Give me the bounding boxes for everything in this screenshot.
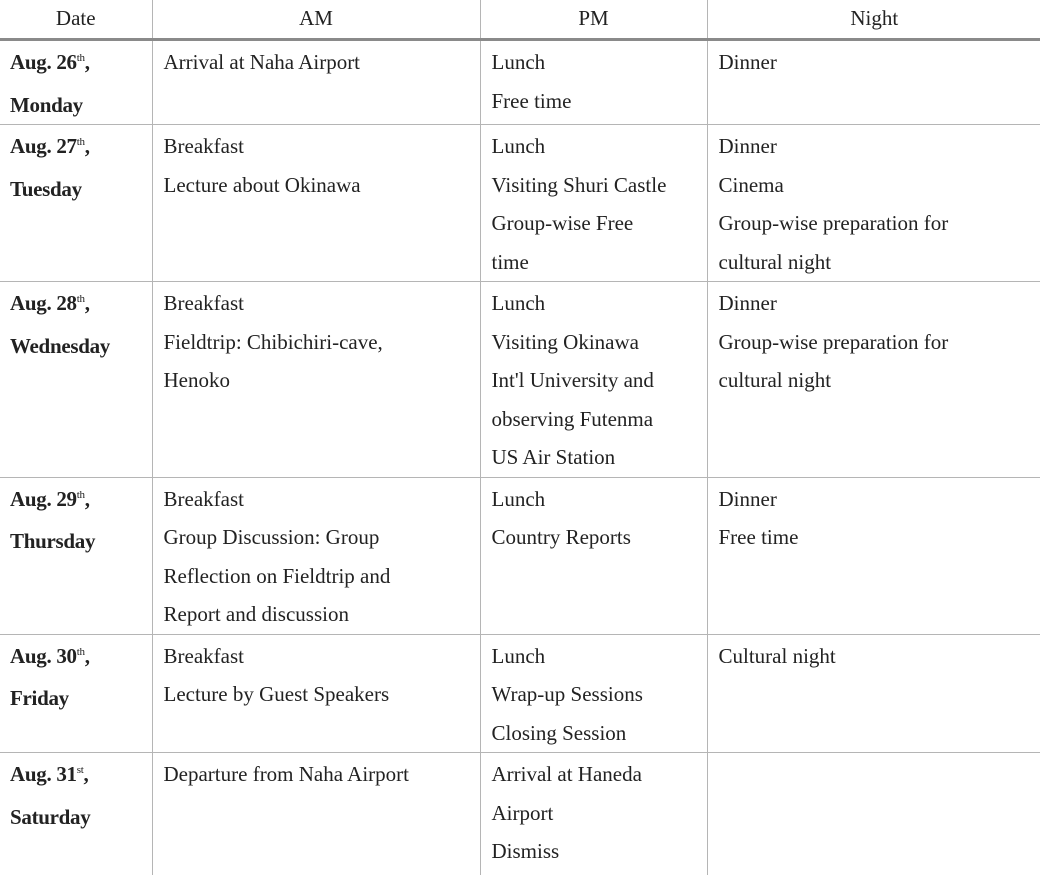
activity-line: Lunch — [492, 43, 707, 82]
activity-line: Lunch — [492, 637, 707, 676]
activity-line: Dinner — [719, 43, 1040, 82]
activity-line: Arrival at Naha Airport — [164, 43, 480, 82]
date-weekday: Friday — [10, 679, 152, 718]
pm-cell — [480, 477, 707, 634]
date-month-day: Aug. 28 — [10, 291, 77, 315]
activity-line: Group-wise preparation for — [719, 204, 1040, 243]
pm-cell — [480, 125, 707, 282]
date-comma: , — [85, 487, 90, 511]
activity-line: Dinner — [719, 480, 1040, 519]
date-cell — [0, 477, 152, 634]
activity-line: Country Reports — [492, 518, 707, 557]
date-ordinal-suffix: st — [77, 764, 84, 776]
header-row — [0, 0, 1040, 40]
header-date: Date — [0, 0, 152, 40]
date-comma: , — [85, 644, 90, 668]
activity-line: Dismiss — [492, 832, 707, 871]
activity-line: Cultural night — [719, 637, 1040, 676]
activity-line: Breakfast — [164, 480, 480, 519]
activity-line: Closing Session — [492, 714, 707, 753]
table-row — [0, 634, 1040, 753]
activity-line: Lecture about Okinawa — [164, 166, 480, 205]
activity-line: Lecture by Guest Speakers — [164, 675, 480, 714]
activity-line: cultural night — [719, 361, 1040, 400]
activity-line: US Air Station — [492, 438, 707, 477]
activity-line: cultural night — [719, 243, 1040, 282]
pm-cell — [480, 753, 707, 875]
date-cell — [0, 753, 152, 875]
date-cell — [0, 125, 152, 282]
activity-line: Fieldtrip: Chibichiri-cave, — [164, 323, 480, 362]
date-ordinal-suffix: th — [77, 489, 85, 501]
header-am: AM — [152, 0, 480, 40]
am-cell — [152, 753, 480, 875]
date-ordinal-suffix: th — [77, 136, 85, 148]
date-label — [10, 637, 152, 680]
header-pm: PM — [480, 0, 707, 40]
activity-line: Dinner — [719, 127, 1040, 166]
date-weekday: Thursday — [10, 522, 152, 561]
activity-line: Group-wise preparation for — [719, 323, 1040, 362]
activity-line: Airport — [492, 794, 707, 833]
date-comma: , — [85, 134, 90, 158]
activity-line: Lunch — [492, 284, 707, 323]
activity-line: Group Discussion: Group — [164, 518, 480, 557]
date-cell — [0, 282, 152, 478]
night-cell — [707, 125, 1040, 282]
night-cell — [707, 282, 1040, 478]
header-night: Night — [707, 0, 1040, 40]
am-cell — [152, 634, 480, 753]
date-label — [10, 480, 152, 523]
date-month-day: Aug. 26 — [10, 50, 77, 74]
activity-line: Free time — [719, 518, 1040, 557]
table-row — [0, 282, 1040, 478]
activity-line: Visiting Shuri Castle — [492, 166, 707, 205]
activity-line: Cinema — [719, 166, 1040, 205]
date-label — [10, 43, 152, 86]
activity-line: observing Futenma — [492, 400, 707, 439]
pm-cell — [480, 634, 707, 753]
activity-line: Reflection on Fieldtrip and — [164, 557, 480, 596]
date-weekday: Saturday — [10, 798, 152, 837]
night-cell — [707, 753, 1040, 875]
date-weekday: Wednesday — [10, 327, 152, 366]
table-row — [0, 477, 1040, 634]
date-month-day: Aug. 29 — [10, 487, 77, 511]
date-month-day: Aug. 30 — [10, 644, 77, 668]
date-label — [10, 127, 152, 170]
date-ordinal-suffix: th — [77, 52, 85, 64]
date-label — [10, 755, 152, 798]
activity-line: Visiting Okinawa — [492, 323, 707, 362]
activity-line: Departure from Naha Airport — [164, 755, 480, 794]
activity-line: time — [492, 243, 707, 282]
date-cell — [0, 40, 152, 125]
date-comma: , — [85, 50, 90, 74]
table-row — [0, 40, 1040, 125]
date-cell — [0, 634, 152, 753]
date-comma: , — [84, 762, 89, 786]
activity-line: Group-wise Free — [492, 204, 707, 243]
date-weekday: Monday — [10, 86, 152, 125]
activity-line: Henoko — [164, 361, 480, 400]
date-label — [10, 284, 152, 327]
activity-line: Breakfast — [164, 127, 480, 166]
night-cell — [707, 40, 1040, 125]
activity-line: Breakfast — [164, 637, 480, 676]
date-weekday: Tuesday — [10, 170, 152, 209]
date-month-day: Aug. 31 — [10, 762, 77, 786]
date-ordinal-suffix: th — [77, 646, 85, 658]
am-cell — [152, 125, 480, 282]
activity-line: Report and discussion — [164, 595, 480, 634]
table-row — [0, 125, 1040, 282]
activity-line: Dinner — [719, 284, 1040, 323]
night-cell — [707, 477, 1040, 634]
am-cell — [152, 477, 480, 634]
table-row — [0, 753, 1040, 875]
pm-cell — [480, 282, 707, 478]
activity-line: Wrap-up Sessions — [492, 675, 707, 714]
night-cell — [707, 634, 1040, 753]
date-ordinal-suffix: th — [77, 293, 85, 305]
activity-line: Breakfast — [164, 284, 480, 323]
date-month-day: Aug. 27 — [10, 134, 77, 158]
activity-line: Arrival at Haneda — [492, 755, 707, 794]
date-comma: , — [85, 291, 90, 315]
am-cell — [152, 40, 480, 125]
pm-cell — [480, 40, 707, 125]
activity-line: Free time — [492, 82, 707, 121]
activity-line: Int'l University and — [492, 361, 707, 400]
activity-line: Lunch — [492, 127, 707, 166]
activity-line: Lunch — [492, 480, 707, 519]
am-cell — [152, 282, 480, 478]
